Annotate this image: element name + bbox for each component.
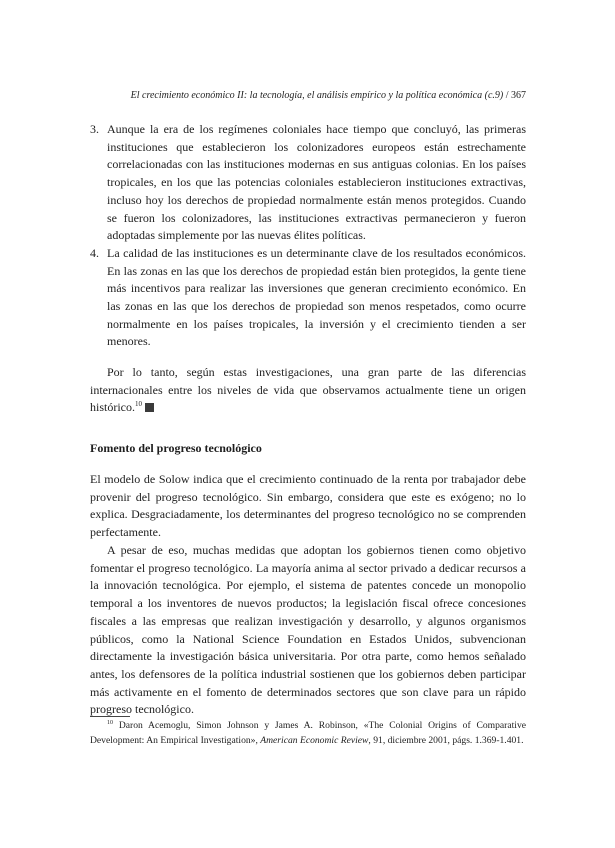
running-head-separator: / <box>505 90 509 101</box>
footnote-authors: Daron Acemoglu, Simon Johnson y James A. Robinson, «The Colonial Origins of Comparative Development: An Empirical Investigation», <box>90 720 526 746</box>
body-paragraph: A pesar de eso, muchas medidas que adoptan los gobiernos tienen como objetivo fomentar el progreso tecnológico. La mayoría anima al sector privado a dedicar recursos a la innovación tecnológica. Por ejemplo, el sistema de patentes concede un monopolio temporal a los inventores de nuevos productos; la legislación fiscal ofrece concesiones fiscales a las empresas que realizan investigación y desarrollo, y algunos organismos públicos, como la National Science Foundation en Estados Unidos, subvencionan directamente la investigación básica universitaria. Por otra parte, como hemos señalado antes, los defensores de la política industrial sostienen que los gobiernos deben participar más activamente en el fomento de determinados sectores que son clave para un rápido progreso tecnológico. <box>90 543 526 717</box>
list-item-number: 3. <box>90 122 99 136</box>
footnote-details: , 91, diciembre 2001, págs. 1.369-1.401. <box>368 734 524 746</box>
numbered-list <box>90 121 526 351</box>
section-title: Fomento del progreso tecnológico <box>90 441 262 455</box>
footnote-reference: 10 <box>135 400 142 409</box>
footnote-divider <box>90 716 130 717</box>
conclusion-text: Por lo tanto, según estas investigaciones, una gran parte de las diferencias internacionales entre los niveles de vida que observamos actualmente tiene un origen histórico. <box>90 365 526 415</box>
list-item <box>90 121 526 245</box>
body-paragraph: El modelo de Solow indica que el crecimiento continuado de la renta por trabajador debe provenir del progreso tecnológico. Sin embargo, considera que este es exógeno; no lo explica. Desgraciadamente, los determinantes del progreso tecnológico no se comprenden perfectamente. <box>90 472 526 540</box>
conclusion-paragraph <box>90 364 526 417</box>
list-item-text: La calidad de las instituciones es un determinante clave de los resultados económicos. En las zonas en las que los derechos de propiedad están bien protegidos, la gente tiene más incentivos para realizar las inversiones que generan crecimiento económico. En las zonas en las que los derechos de propiedad son menos respetados, como ocurre normalmente en los países tropicales, la inversión y el crecimiento tienden a ser menores. <box>107 245 526 349</box>
footnote <box>90 719 526 748</box>
running-head-title: El crecimiento económico II: la tecnología, el análisis empírico y la política económica (c.9) <box>130 90 504 101</box>
end-of-section-mark <box>145 403 154 412</box>
footnote-journal: American Economic Review <box>260 734 369 746</box>
running-head <box>90 90 526 101</box>
list-item <box>90 245 526 351</box>
footnote-number: 10 <box>107 719 113 726</box>
page-number: 367 <box>511 90 526 101</box>
list-item-text: Aunque la era de los regímenes coloniales hace tiempo que concluyó, las primeras instituciones que establecieron los colonizadores europeos están estrechamente correlacionadas con las instituciones modernas en sus antiguas colonias. En los países tropicales, en los que las potencias coloniales establecieron instituciones extractivas, incluso hoy los derechos de propiedad normalmente están menos protegidos. Cuando se fueron los colonizadores, las instituciones extractivas permanecieron y fueron adoptadas simplemente por las nuevas élites políticas. <box>107 122 526 243</box>
list-item-number: 4. <box>90 245 99 260</box>
